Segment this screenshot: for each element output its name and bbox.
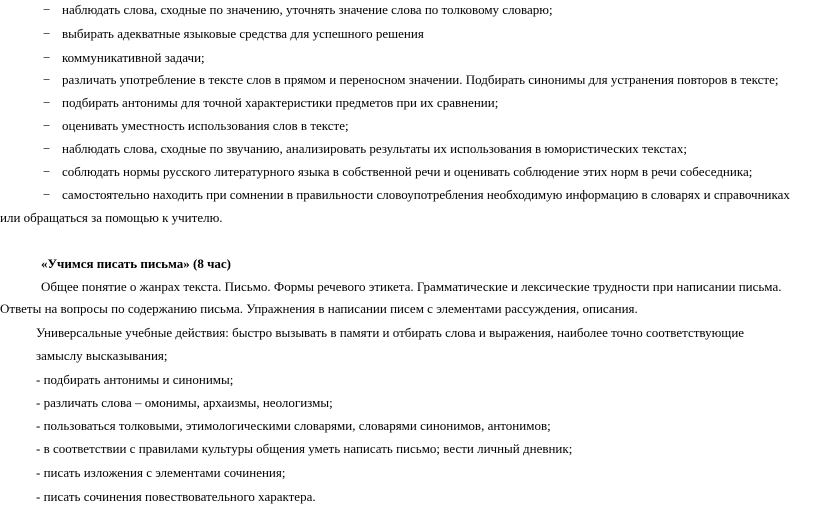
list-item: - подбирать антонимы и синонимы; xyxy=(36,372,234,387)
bullet-continuation: или обращаться за помощью к учителю. xyxy=(0,210,223,225)
paragraph-line: замыслу высказывания; xyxy=(36,348,168,363)
list-item: - в соответствии с правилами культуры общения уметь написать письмо; вести личный дневник; xyxy=(36,441,573,456)
paragraph-line: Универсальные учебные действия: быстро вызывать в памяти и отбирать слова и выражения, наиболее точно соответствующие xyxy=(36,325,745,340)
list-item: - различать слова – омонимы, архаизмы, неологизмы; xyxy=(36,395,333,410)
section-heading: «Учимся писать письма» (8 час) xyxy=(41,256,232,271)
paragraph-line: Общее понятие о жанрах текста. Письмо. Формы речевого этикета. Грамматические и лексические трудности при написании письма. xyxy=(41,279,782,294)
list-item: - пользоваться толковыми, этимологическими словарями, словарями синонимов, антонимов; xyxy=(36,418,551,433)
paragraph-line: Ответы на вопросы по содержанию письма. Упражнения в написании писем с элементами рассуждения, описания. xyxy=(0,301,638,316)
list-item: - писать сочинения повествовательного характера. xyxy=(36,489,316,504)
list-item: - писать изложения с элементами сочинения; xyxy=(36,465,286,480)
